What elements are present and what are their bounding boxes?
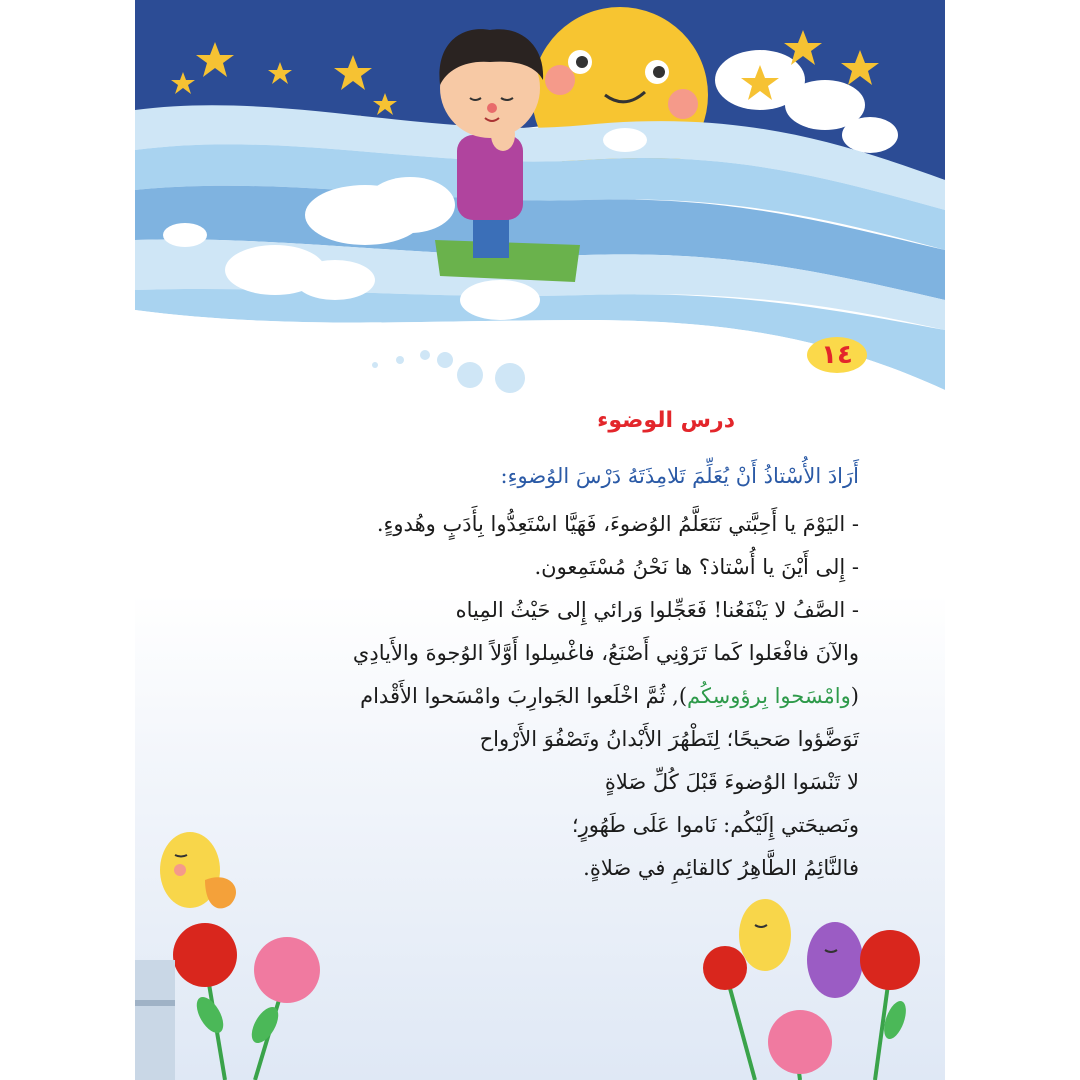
birds-right: [739, 899, 863, 998]
poem-line: والآنَ فافْعَلوا كَما تَرَوْنِي أَصْنَعُ، فاغْسِلوا أَوَّلاً الوُجوهَ والأَيادِي: [352, 641, 859, 665]
lesson-intro: أَرَادَ الأُسْتاذُ أَنْ يُعَلِّمَ تَلامِذَتَهُ دَرْسَ الوُضوءِ:: [500, 464, 859, 488]
window-frame: [135, 960, 175, 1080]
flowers-and-birds-illustration: [135, 810, 945, 1080]
poem-line-wash-head: [139, 684, 859, 708]
poem-line: لا تَنْسَوا الوُضوءَ قَبْلَ كُلِّ صَلاةٍ: [604, 770, 859, 794]
poem-line: - إِلى أَيْنَ يا أُسْتاذ؟ ها نَحْنُ مُسْتَمِعون.: [534, 555, 859, 579]
flowers-left: [173, 923, 320, 1080]
page-number: ١٤: [821, 340, 853, 370]
poem-line: - الصَّفُ لا يَنْفَعُنا! فَعَجِّلوا وَرائي إِلى حَيْثُ المِياه: [455, 598, 859, 622]
paren-open: (: [850, 684, 859, 708]
highlighted-phrase: وامْسَحوا بِرؤوسِكُم: [687, 684, 851, 708]
poem-line: تَوَضَّؤوا صَحيحًا؛ لِتَطْهُرَ الأَبْدانُ وتَصْفُوَ الأَرْواح: [479, 727, 859, 751]
poem-line: فالنَّائِمُ الطَّاهِرُ كالقائِمِ في صَلاةٍ.: [583, 856, 859, 880]
lesson-title: درس الوضوء: [597, 408, 735, 433]
line-rest: ), ثُمَّ اخْلَعوا الجَوارِبَ وامْسَحوا الأَقْدام: [360, 684, 688, 708]
book-page: [135, 0, 945, 1080]
poem-line: - اليَوْمَ يا أَحِبَّتي نَتَعَلَّمُ الوُضوءَ، فَهَيَّا اسْتَعِدُّوا بِأَدَبٍ وهُدوءٍ.: [376, 512, 859, 536]
yellow-bird-left: [160, 832, 236, 908]
poem-line: ونَصيحَتي إِلَيْكُم: نَاموا عَلَى طَهُورٍ؛: [571, 813, 859, 837]
